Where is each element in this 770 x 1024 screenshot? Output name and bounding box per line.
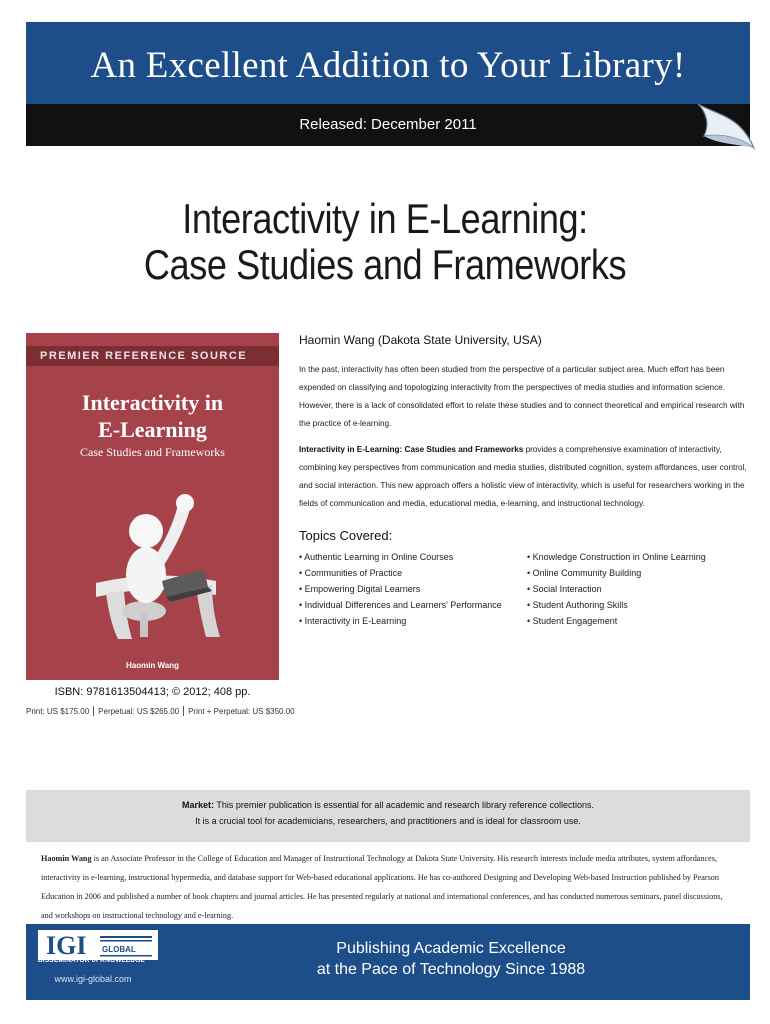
topics-list-right — [527, 549, 752, 629]
logo-tagline: DISSEMINATOR of KNOWLEDGE — [38, 957, 145, 964]
footer-slogan-line-2: at the Pace of Technology Since 1988 — [316, 961, 586, 978]
description-paragraph-2 — [299, 441, 749, 513]
topic-item: • Empowering Digital Learners — [299, 584, 421, 594]
cover-author: Haomin Wang — [125, 661, 180, 670]
market-line-1-text: This premier publication is essential for all academic and research library reference collections. — [214, 800, 595, 810]
price-divider — [183, 706, 184, 716]
website-link[interactable]: www.igi-global.com — [54, 974, 132, 984]
market-line-1 — [26, 797, 750, 813]
topic-item: • Online Community Building — [527, 568, 642, 578]
topic-item: • Authentic Learning in Online Courses — [299, 552, 454, 562]
topic-item: • Student Authoring Skills — [527, 600, 628, 610]
cover-title-line-2: E-Learning — [98, 417, 207, 442]
cover-title-line-1: Interactivity in — [81, 390, 224, 415]
header-banner — [26, 22, 750, 104]
price-print-perpetual: Print + Perpetual: US $350.00 — [188, 707, 295, 716]
page-curl-icon — [690, 86, 760, 156]
bio-author-name: Haomin Wang — [41, 854, 92, 863]
topic-item: • Social Interaction — [527, 584, 602, 594]
book-title-line-1: Interactivity in E-Learning: — [182, 195, 588, 242]
cover-subtitle: Case Studies and Frameworks — [80, 445, 225, 459]
description-paragraph-2-text: provides a comprehensive examination of interactivity, combining key perspectives from communication and media studies, distributed cognition, system affordances, user control, and social interaction. This new approach offers a holistic view of interactivity, which is useful for researchers working in the fields of communication and media, educational media, e-learning, and instructional technology. — [299, 445, 747, 508]
topic-item: • Interactivity in E-Learning — [299, 616, 407, 626]
cover-figure-illustration — [66, 483, 241, 643]
release-date-bar: Released: December 2011 — [26, 104, 750, 146]
cover-title — [26, 389, 279, 443]
isbn-line: ISBN: 9781613504413; © 2012; 408 pp. — [54, 686, 251, 698]
author-affiliation: Haomin Wang (Dakota State University, USA) — [299, 333, 542, 347]
bio-text: is an Associate Professor in the College of Education and Manager of Instructional Technology at Dakota State University. His research interests include media attributes, system affordances, interactivity in e-learning, instructional hypermedia, and database support for Web-based educational applications. He has co-authored Designing and Developing Web-based Instruction published by Pearson Education in 2006 and published a number of book chapters and journal articles. He has presented regularly at national and international conferences, and has conducted numerous seminars, panel discussions, and workshops on instructional technology and e-learning. — [41, 854, 723, 920]
topic-item: • Knowledge Construction in Online Learning — [527, 552, 706, 562]
topics-list-left — [299, 549, 519, 629]
footer-slogan-line-1: Publishing Academic Excellence — [336, 940, 566, 957]
svg-text:IGI: IGI — [46, 931, 87, 960]
topic-item: • Individual Differences and Learners' Performance — [299, 600, 502, 610]
price-divider — [93, 706, 94, 716]
svg-text:GLOBAL: GLOBAL — [102, 945, 136, 954]
author-bio — [41, 849, 736, 925]
banner-title: An Excellent Addition to Your Library! — [90, 45, 686, 86]
price-line — [26, 706, 295, 716]
topics-heading: Topics Covered: — [299, 528, 393, 543]
market-label: Market: — [181, 800, 214, 810]
price-print: Print: US $175.00 — [26, 707, 90, 716]
description-book-title: Interactivity in E-Learning: Case Studies and Frameworks — [299, 445, 524, 454]
cover-series-band: PREMIER REFERENCE SOURCE — [26, 346, 279, 366]
topic-item: • Student Engagement — [527, 616, 618, 626]
footer-banner — [26, 924, 750, 1000]
topic-item: • Communities of Practice — [299, 568, 403, 578]
price-perpetual: Perpetual: US $265.00 — [98, 707, 180, 716]
footer-slogan — [276, 938, 626, 980]
book-title-line-2: Case Studies and Frameworks — [143, 241, 627, 288]
market-box — [26, 790, 750, 842]
description-paragraph-1: In the past, interactivity has often been studied from the perspective of a particular subject area. Much effort has been expended on classifying and topologizing interactivity from the perspectives of media studies and information science. However, there is a lack of consolidated effort to relate these studies and to connect theoretical and empirical research with the practice of e-learning. — [299, 365, 745, 428]
book-title — [54, 196, 716, 288]
book-cover — [26, 333, 279, 680]
market-line-2: It is a crucial tool for academicians, researchers, and practitioners and is ideal for classroom use. — [195, 816, 581, 826]
